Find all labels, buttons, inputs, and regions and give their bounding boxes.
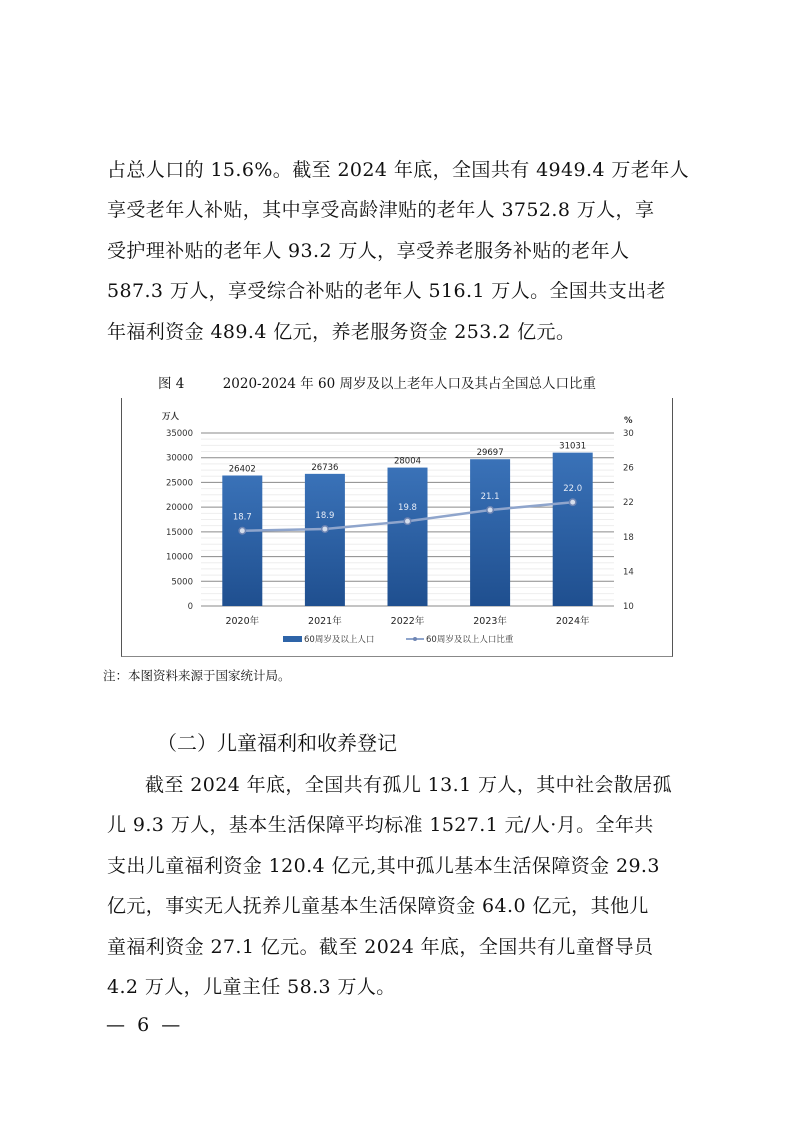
x-tick-label: 2021年 [308, 616, 342, 627]
ratio-value-label: 22.0 [563, 484, 583, 495]
right-tick-label: 10 [623, 602, 634, 612]
right-tick-label: 14 [623, 567, 634, 578]
text-line: 受护理补贴的老年人 93.2 万人，享受养老服务补贴的老年人 [107, 239, 630, 262]
text-line: 享受老年人补贴，其中享受高龄津贴的老年人 3752.8 万人，享 [107, 199, 655, 222]
child-welfare-paragraph [107, 765, 697, 1007]
ratio-point-2021年 [322, 526, 328, 532]
text-line: 童福利资金 27.1 亿元。截至 2024 年底，全国共有儿童督导员 [107, 935, 654, 958]
legend-line-marker [413, 637, 417, 641]
right-tick-label: 26 [623, 463, 634, 474]
bar-value-label: 31031 [559, 441, 587, 452]
text-line: 截至 2024 年底，全国共有孤儿 13.1 万人，其中社会散居孤 [145, 774, 673, 796]
legend-bar-swatch [283, 636, 302, 642]
bar-2023年 [470, 459, 510, 606]
text-line: 儿 9.3 万人，基本生活保障平均标准 1527.1 元/人·月。全年共 [107, 814, 654, 837]
left-tick-label: 5000 [171, 577, 193, 588]
bar-value-label: 28004 [393, 456, 422, 467]
text-line: 支出儿童福利资金 120.4 亿元,其中孤儿基本生活保障资金 29.3 [107, 854, 660, 877]
figure-number: 图 4 [158, 376, 185, 392]
ratio-point-2024年 [570, 499, 576, 505]
chart-frame [121, 398, 673, 657]
page-number: — 6 — [106, 1014, 181, 1036]
ratio-point-2023年 [487, 507, 493, 513]
text-line: 587.3 万人，享受综合补贴的老年人 516.1 万人。全国共支出老 [107, 280, 666, 303]
ratio-value-label: 21.1 [480, 491, 500, 502]
left-tick-label: 30000 [165, 453, 193, 464]
x-tick-label: 2020年 [225, 616, 260, 627]
figure-title: 2020-2024 年 60 周岁及以上老年人口及其占全国总人口比重 [222, 376, 597, 392]
bar-value-label: 29697 [476, 448, 504, 459]
x-tick-label: 2023年 [473, 616, 507, 627]
legend-line-label: 60周岁及以上人口比重 [426, 635, 514, 645]
right-axis-unit: % [624, 416, 633, 426]
ratio-value-label: 19.8 [398, 503, 417, 514]
left-tick-label: 15000 [165, 527, 193, 538]
right-axis [623, 416, 634, 612]
x-tick-label: 2022年 [390, 616, 425, 627]
figure-caption [158, 372, 596, 392]
text-line: 4.2 万人，儿童主任 58.3 万人。 [107, 976, 396, 999]
population-chart [122, 398, 674, 657]
ratio-value-label: 18.7 [232, 512, 252, 523]
left-axis-unit: 万人 [162, 412, 180, 422]
legend-bar-label: 60周岁及以上人口 [304, 635, 375, 645]
bar-value-label: 26736 [311, 462, 339, 473]
text-line: 亿元，事实无人抚养儿童基本生活保障资金 64.0 亿元，其他儿 [107, 895, 649, 918]
text-line: 占总人口的 15.6%。截至 2024 年底，全国共有 4949.4 万老年人 [107, 159, 689, 181]
bar-2022年 [388, 468, 428, 606]
figure-note: 注：本图资料来源于国家统计局。 [103, 668, 291, 683]
right-tick-label: 22 [623, 498, 634, 509]
right-tick-label: 30 [623, 429, 634, 439]
ratio-value-label: 18.9 [315, 511, 335, 522]
left-tick-label: 20000 [165, 503, 193, 514]
left-axis [162, 411, 193, 612]
bar-value-label: 26402 [228, 464, 256, 475]
text-line: 年福利资金 489.4 亿元，养老服务资金 253.2 亿元。 [107, 320, 576, 343]
elderly-subsidy-paragraph [107, 150, 697, 352]
left-tick-label: 0 [187, 602, 193, 612]
bar-2020年 [222, 475, 262, 606]
left-tick-label: 35000 [165, 429, 193, 439]
left-tick-label: 25000 [165, 478, 193, 489]
ratio-point-2020年 [239, 528, 245, 534]
left-tick-label: 10000 [165, 552, 193, 563]
x-axis [225, 615, 590, 627]
section-heading: （二）儿童福利和收养登记 [157, 731, 397, 755]
bar-2021年 [305, 474, 345, 606]
x-tick-label: 2024年 [555, 616, 590, 627]
right-tick-label: 18 [623, 532, 634, 543]
legend [283, 634, 514, 645]
ratio-point-2022年 [404, 518, 410, 524]
bar-2024年 [553, 453, 593, 606]
